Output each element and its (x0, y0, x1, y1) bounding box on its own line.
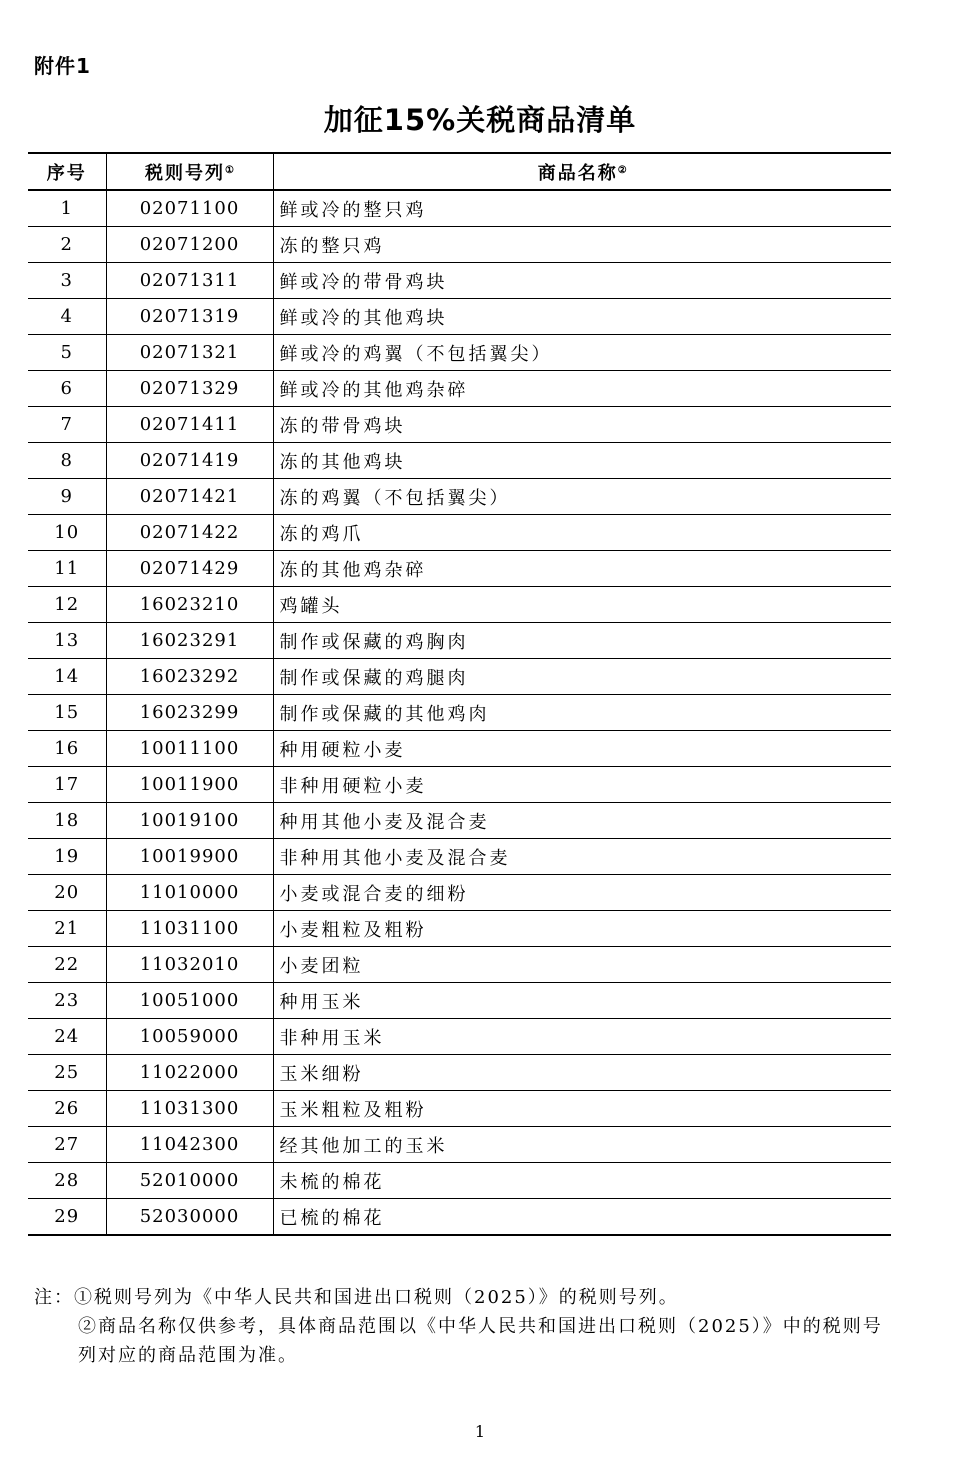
product-name-cell: 经其他加工的玉米 (273, 1127, 891, 1163)
table-row (28, 263, 891, 299)
product-name-cell: 冻的鸡爪 (273, 515, 891, 551)
seq-cell: 21 (28, 911, 106, 947)
product-name-cell: 小麦团粒 (273, 947, 891, 983)
tariff-code-cell: 11031300 (106, 1091, 273, 1127)
tariff-code-cell: 11032010 (106, 947, 273, 983)
tariff-code-cell: 02071321 (106, 335, 273, 371)
tariff-code-cell: 10019100 (106, 803, 273, 839)
product-name-cell: 玉米细粉 (273, 1055, 891, 1091)
seq-cell: 4 (28, 299, 106, 335)
tariff-code-cell: 11042300 (106, 1127, 273, 1163)
table-row (28, 190, 891, 227)
table-row (28, 407, 891, 443)
seq-cell: 18 (28, 803, 106, 839)
product-name-cell: 冻的带骨鸡块 (273, 407, 891, 443)
table-row (28, 767, 891, 803)
tariff-code-cell: 16023210 (106, 587, 273, 623)
seq-cell: 13 (28, 623, 106, 659)
seq-cell: 15 (28, 695, 106, 731)
table-row (28, 839, 891, 875)
tariff-code-cell: 11031100 (106, 911, 273, 947)
product-name-cell: 制作或保藏的鸡腿肉 (273, 659, 891, 695)
table-row (28, 371, 891, 407)
seq-cell: 8 (28, 443, 106, 479)
table-row (28, 515, 891, 551)
header-code (106, 153, 273, 190)
seq-cell: 17 (28, 767, 106, 803)
seq-cell: 20 (28, 875, 106, 911)
footnote-mark-2: ② (617, 164, 627, 176)
document-title: 加征15%关税商品清单 (323, 103, 637, 137)
tariff-code-cell: 02071421 (106, 479, 273, 515)
table-row (28, 695, 891, 731)
tariff-code-cell: 10011900 (106, 767, 273, 803)
product-name-cell: 已梳的棉花 (273, 1199, 891, 1236)
table-row (28, 335, 891, 371)
seq-cell: 1 (28, 190, 106, 227)
seq-cell: 7 (28, 407, 106, 443)
tariff-code-cell: 02071319 (106, 299, 273, 335)
product-name-cell: 制作或保藏的鸡胸肉 (273, 623, 891, 659)
product-name-cell: 冻的其他鸡块 (273, 443, 891, 479)
tariff-code-cell: 10019900 (106, 839, 273, 875)
product-name-cell: 种用玉米 (273, 983, 891, 1019)
table-header-row (28, 153, 891, 190)
seq-cell: 28 (28, 1163, 106, 1199)
tariff-code-cell: 02071200 (106, 227, 273, 263)
tariff-product-table (28, 152, 891, 1236)
seq-cell: 11 (28, 551, 106, 587)
table-row (28, 227, 891, 263)
seq-cell: 14 (28, 659, 106, 695)
product-name-cell: 鲜或冷的带骨鸡块 (273, 263, 891, 299)
tariff-code-cell: 52010000 (106, 1163, 273, 1199)
product-name-cell: 种用其他小麦及混合麦 (273, 803, 891, 839)
tariff-code-cell: 10051000 (106, 983, 273, 1019)
table-row (28, 911, 891, 947)
page-number: 1 (474, 1422, 486, 1441)
footnote-1: 注：①税则号列为《中华人民共和国进出口税则（2025）》的税则号列。 (34, 1287, 679, 1308)
seq-cell: 6 (28, 371, 106, 407)
seq-cell: 2 (28, 227, 106, 263)
product-name-cell: 制作或保藏的其他鸡肉 (273, 695, 891, 731)
tariff-code-cell: 16023292 (106, 659, 273, 695)
table-row (28, 983, 891, 1019)
product-name-cell: 非种用硬粒小麦 (273, 767, 891, 803)
table-row (28, 1091, 891, 1127)
table-row (28, 1163, 891, 1199)
seq-cell: 24 (28, 1019, 106, 1055)
table-row (28, 1199, 891, 1236)
product-name-cell: 冻的其他鸡杂碎 (273, 551, 891, 587)
seq-cell: 16 (28, 731, 106, 767)
product-name-cell: 小麦或混合麦的细粉 (273, 875, 891, 911)
header-name (273, 153, 891, 190)
tariff-code-cell: 02071329 (106, 371, 273, 407)
tariff-code-cell: 02071419 (106, 443, 273, 479)
tariff-code-cell: 02071311 (106, 263, 273, 299)
product-name-cell: 鲜或冷的其他鸡杂碎 (273, 371, 891, 407)
product-name-cell: 鸡罐头 (273, 587, 891, 623)
tariff-code-cell: 02071411 (106, 407, 273, 443)
header-seq-label: 序号 (46, 162, 87, 184)
tariff-code-cell: 52030000 (106, 1199, 273, 1236)
seq-cell: 29 (28, 1199, 106, 1236)
footnote-mark-1: ① (225, 164, 234, 176)
table-row (28, 479, 891, 515)
seq-cell: 9 (28, 479, 106, 515)
tariff-code-cell: 02071429 (106, 551, 273, 587)
table-row (28, 551, 891, 587)
product-name-cell: 未梳的棉花 (273, 1163, 891, 1199)
product-name-cell: 鲜或冷的整只鸡 (273, 190, 891, 227)
seq-cell: 10 (28, 515, 106, 551)
product-name-cell: 鲜或冷的其他鸡块 (273, 299, 891, 335)
table-row (28, 1019, 891, 1055)
product-name-cell: 非种用其他小麦及混合麦 (273, 839, 891, 875)
product-name-cell: 冻的鸡翼（不包括翼尖） (273, 479, 891, 515)
tariff-code-cell: 11010000 (106, 875, 273, 911)
tariff-code-cell: 11022000 (106, 1055, 273, 1091)
product-name-cell: 玉米粗粒及粗粉 (273, 1091, 891, 1127)
tariff-code-cell: 10059000 (106, 1019, 273, 1055)
table-row (28, 587, 891, 623)
seq-cell: 26 (28, 1091, 106, 1127)
product-name-cell: 冻的整只鸡 (273, 227, 891, 263)
header-code-label: 税则号列 (145, 162, 226, 184)
attachment-label: 附件1 (34, 54, 91, 78)
table-row (28, 731, 891, 767)
seq-cell: 12 (28, 587, 106, 623)
header-seq (28, 153, 106, 190)
seq-cell: 23 (28, 983, 106, 1019)
table-body (28, 190, 891, 1235)
table-row (28, 803, 891, 839)
product-name-cell: 非种用玉米 (273, 1019, 891, 1055)
tariff-code-cell: 02071100 (106, 190, 273, 227)
table-row (28, 1055, 891, 1091)
table-row (28, 875, 891, 911)
table-row (28, 947, 891, 983)
table-row (28, 299, 891, 335)
tariff-code-cell: 02071422 (106, 515, 273, 551)
seq-cell: 22 (28, 947, 106, 983)
product-name-cell: 小麦粗粒及粗粉 (273, 911, 891, 947)
seq-cell: 25 (28, 1055, 106, 1091)
table-row (28, 443, 891, 479)
footnotes (34, 1283, 884, 1370)
tariff-code-cell: 16023291 (106, 623, 273, 659)
table-row (28, 623, 891, 659)
table-row (28, 659, 891, 695)
product-name-cell: 鲜或冷的鸡翼（不包括翼尖） (273, 335, 891, 371)
seq-cell: 27 (28, 1127, 106, 1163)
footnote-2: ②商品名称仅供参考，具体商品范围以《中华人民共和国进出口税则（2025）》中的税则号列对应的商品范围为准。 (78, 1316, 883, 1366)
tariff-code-cell: 10011100 (106, 731, 273, 767)
product-name-cell: 种用硬粒小麦 (273, 731, 891, 767)
table-row (28, 1127, 891, 1163)
header-name-label: 商品名称 (537, 162, 618, 184)
tariff-code-cell: 16023299 (106, 695, 273, 731)
seq-cell: 19 (28, 839, 106, 875)
seq-cell: 5 (28, 335, 106, 371)
seq-cell: 3 (28, 263, 106, 299)
